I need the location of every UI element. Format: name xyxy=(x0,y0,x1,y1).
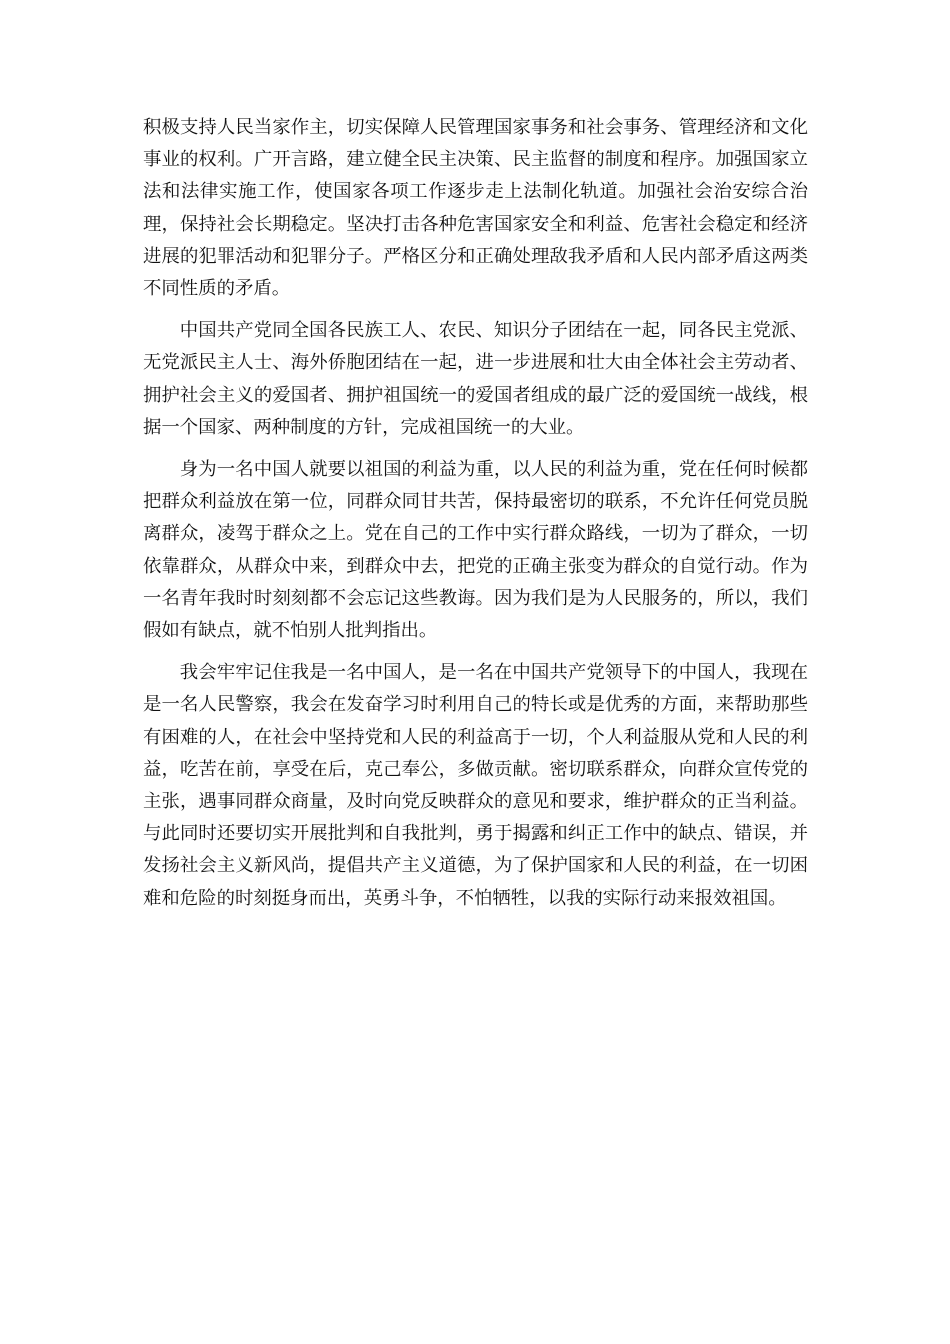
paragraph-1: 积极支持人民当家作主，切实保障人民管理国家事务和社会事务、管理经济和文化事业的权利。广开言路，建立健全民主决策、民主监督的制度和程序。加强国家立法和法律实施工作，使国家各项工作逐步走上法制化轨道。加强社会治安综合治理，保持社会长期稳定。坚决打击各种危害国家安全和利益、危害社会稳定和经济进展的犯罪活动和犯罪分子。严格区分和正确处理敌我矛盾和人民内部矛盾这两类不同性质的矛盾。 xyxy=(143,117,808,300)
paragraph-2: 中国共产党同全国各民族工人、农民、知识分子团结在一起，同各民主党派、无党派民主人士、海外侨胞团结在一起，进一步进展和壮大由全体社会主劳动者、拥护社会主义的爱国者、拥护祖国统一的爱国者组成的最广泛的爱国统一战线，根据一个国家、两种制度的方针，完成祖国统一的大业。 xyxy=(143,320,808,438)
paragraph-4: 我会牢牢记住我是一名中国人，是一名在中国共产党领导下的中国人，我现在是一名人民警察，我会在发奋学习时利用自己的特长或是优秀的方面，来帮助那些有困难的人，在社会中坚持党和人民的利益高于一切，个人利益服从党和人民的利益，吃苦在前，享受在后，克己奉公，多做贡献。密切联系群众，向群众宣传党的主张，遇事同群众商量，及时向党反映群众的意见和要求，维护群众的正当利益。与此同时还要切实开展批判和自我批判，勇于揭露和纠正工作中的缺点、错误，并发扬社会主义新风尚，提倡共产主义道德，为了保护国家和人民的利益，在一切困难和危险的时刻挺身而出，英勇斗争，不怕牺牲，以我的实际行动来报效祖国。 xyxy=(143,662,808,909)
paragraph-3: 身为一名中国人就要以祖国的利益为重，以人民的利益为重，党在任何时候都把群众利益放在第一位，同群众同甘共苦，保持最密切的联系，不允许任何党员脱离群众，凌驾于群众之上。党在自己的工作中实行群众路线，一切为了群众，一切依靠群众，从群众中来，到群众中去，把党的正确主张变为群众的自觉行动。作为一名青年我时时刻刻都不会忘记这些教诲。因为我们是为人民服务的，所以，我们假如有缺点，就不怕别人批判指出。 xyxy=(143,459,808,642)
document-body xyxy=(143,112,808,925)
